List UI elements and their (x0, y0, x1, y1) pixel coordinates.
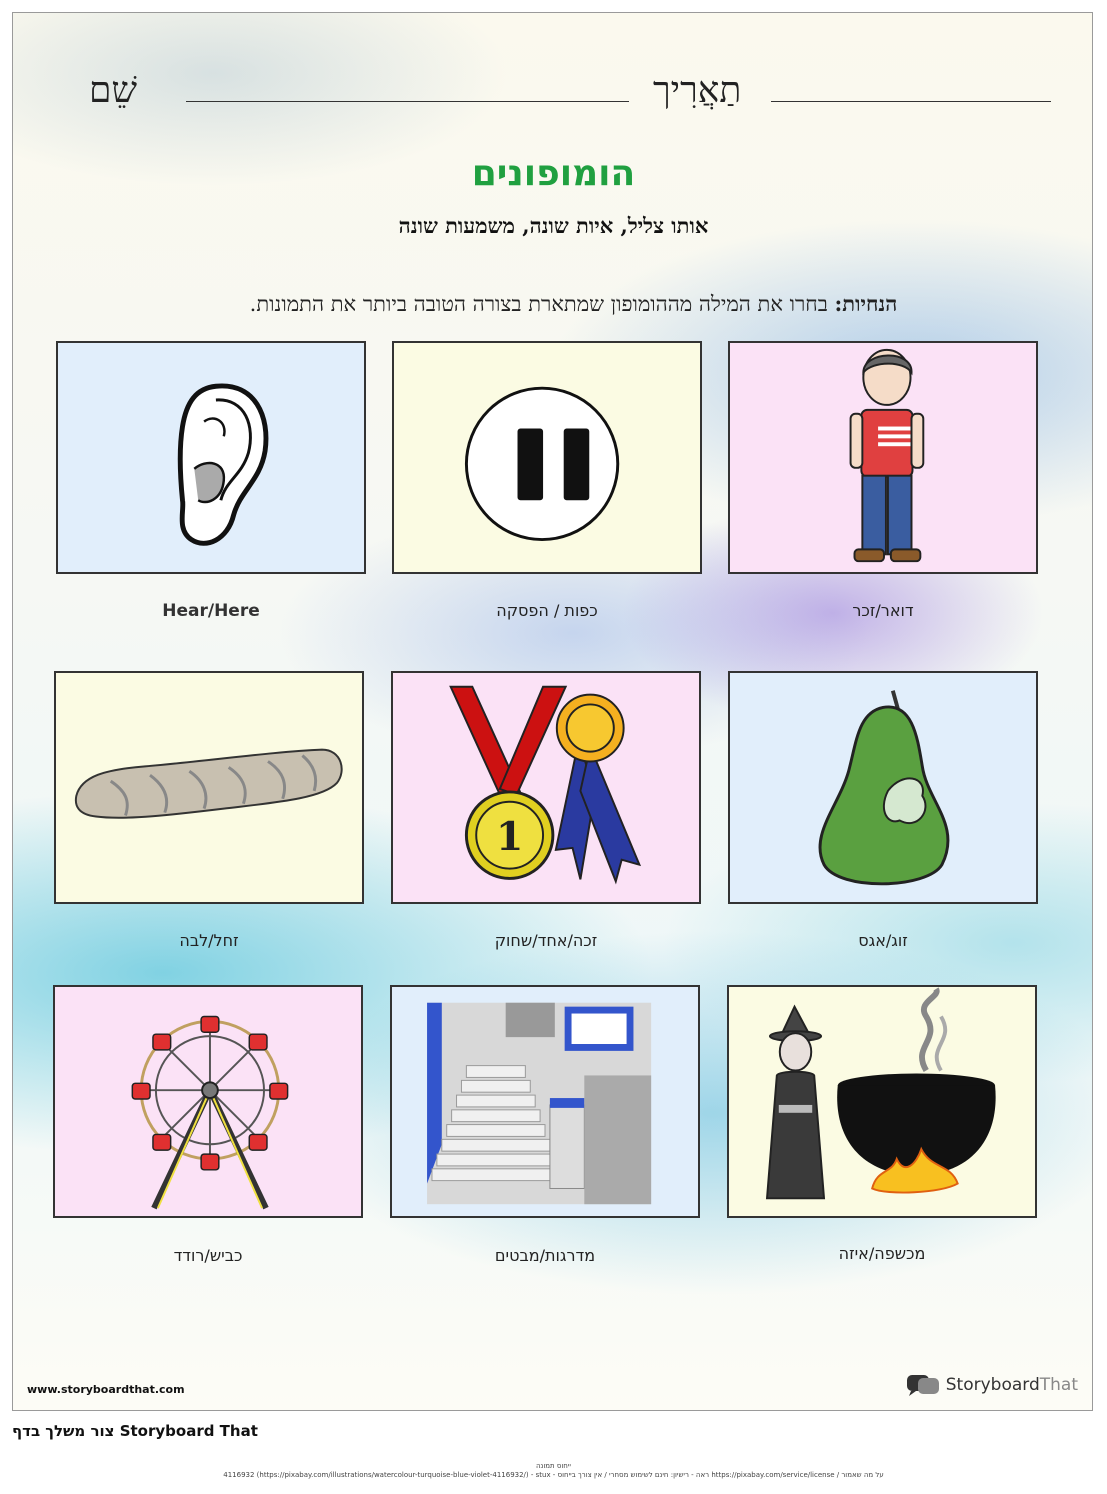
caption-7: כביש/רודד (173, 1246, 243, 1265)
caption-8: מדרגות/מבטים (494, 1246, 596, 1265)
instructions-text: בחרו את המילה מההומופון שמתארת בצורה הטובה ביותר את התמונות. (249, 292, 835, 316)
worksheet (12, 12, 1093, 1411)
card-witch[interactable] (727, 985, 1037, 1218)
instructions (73, 291, 1074, 317)
caption-5: זכה/אחד/שחוק (494, 931, 598, 950)
caption-6: זוג/אגס (858, 931, 908, 950)
stairs-icon (392, 987, 698, 1216)
svg-text:1: 1 (495, 813, 524, 860)
page-subtitle: אותו צליל, איות שונה, משמעות שונה (398, 213, 709, 238)
ear-icon (58, 343, 364, 572)
witch-cauldron-icon (729, 987, 1035, 1216)
boy-icon (730, 343, 1036, 572)
name-line (186, 101, 629, 102)
instructions-label: הנחיות: (834, 291, 898, 316)
date-line (771, 101, 1051, 102)
bread-icon (56, 673, 362, 902)
card-ear[interactable] (56, 341, 366, 574)
brand-that: That (1039, 1375, 1078, 1395)
speech-bubble-icon (906, 1374, 940, 1396)
card-boy[interactable] (728, 341, 1038, 574)
credit-text: 4116932 (https://pixabay.com/illustrations/watercolour-turquoise-blue-violet-4116932/) - stux - ראה - רישיון: חינם לשימוש מסחרי / אין צורך בייחוס https://pixabay.com/service/license / על מה שאמור (223, 1471, 884, 1479)
credit-title: ייחוס תמונה (535, 1462, 572, 1470)
pear-icon (730, 673, 1036, 902)
brand-name (946, 1375, 1078, 1395)
card-pause[interactable] (392, 341, 702, 574)
name-label: שֵׁם (89, 70, 137, 111)
caption-1: Hear/Here (162, 601, 260, 621)
ferris-wheel-icon (55, 987, 361, 1216)
create-your-own-caption[interactable]: צור משלך בדף Storyboard That (12, 1422, 258, 1440)
date-label: תַאֲרִיך (653, 70, 742, 111)
pause-icon (394, 343, 700, 572)
card-pear[interactable] (728, 671, 1038, 904)
card-stairs[interactable] (390, 985, 700, 1218)
card-medal[interactable] (391, 671, 701, 904)
brand-storyboard: Storyboard (945, 1375, 1040, 1395)
card-ferris-wheel[interactable] (53, 985, 363, 1218)
caption-4: זחל/לבה (179, 931, 239, 950)
medal-icon (393, 673, 699, 902)
page-title: הומופונים (471, 153, 636, 194)
card-bread[interactable] (54, 671, 364, 904)
caption-2: כפות / הפסקה (496, 601, 598, 620)
caption-9: מכשפה/איזה (838, 1244, 926, 1263)
image-credit (0, 1462, 1107, 1480)
caption-3: דואר/זכר (852, 601, 914, 620)
storyboardthat-logo[interactable] (906, 1374, 1078, 1396)
footer-url[interactable]: www.storyboardthat.com (27, 1383, 185, 1396)
